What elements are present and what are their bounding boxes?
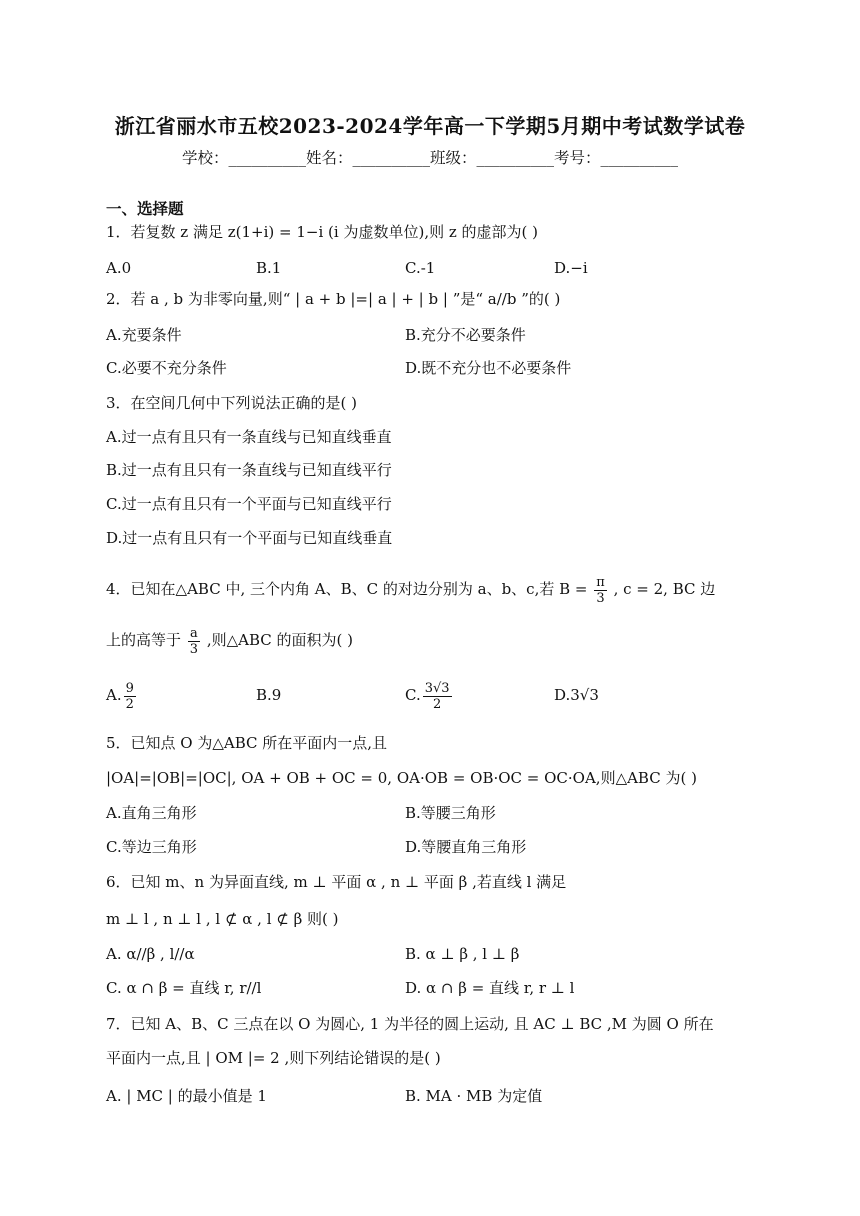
section-heading: 一、选择题 <box>106 199 184 218</box>
root-fraction <box>423 681 452 712</box>
option-label: A. <box>106 686 122 704</box>
q6-option-d: D. α ∩ β = 直线 r, r ⊥ l <box>405 979 575 997</box>
option-label: C. <box>405 686 421 704</box>
q4-option-a <box>106 678 138 712</box>
q6-option-a: A. α//β , l//α <box>106 945 195 963</box>
a-over-3-fraction <box>188 626 200 657</box>
question-4-stem-line2 <box>106 623 353 657</box>
q1-option-a: A.0 <box>106 259 132 277</box>
q3-option-b: B.过一点有且只有一条直线与已知直线平行 <box>106 461 392 479</box>
q6-option-b: B. α ⊥ β , l ⊥ β <box>405 945 520 963</box>
q3-option-c: C.过一点有且只有一个平面与已知直线平行 <box>106 495 392 513</box>
q5-option-c: C.等边三角形 <box>106 838 197 856</box>
q2-option-a: A.充要条件 <box>106 326 182 344</box>
exam-title: 浙江省丽水市五校2023-2024学年高一下学期5月期中考试数学试卷 <box>114 114 746 138</box>
nine-halves-fraction <box>124 681 136 712</box>
question-6-condition: m ⊥ l , n ⊥ l , l ⊄ α , l ⊄ β 则( ) <box>106 910 339 928</box>
question-7-stem-line2: 平面内一点,且 | OM |= 2 ,则下列结论错误的是( ) <box>106 1049 441 1067</box>
question-2-stem: 2．若 a , b 为非零向量,则“ | a + b |=| a | + | b | ”是“ a//b ”的( ) <box>106 290 561 308</box>
question-3-stem: 3．在空间几何中下列说法正确的是( ) <box>106 394 358 412</box>
fraction-numerator: a <box>188 626 200 642</box>
question-5-stem: 5．已知点 O 为△ABC 所在平面内一点,且 <box>106 734 388 752</box>
q1-option-c: C.-1 <box>405 259 436 277</box>
q3-option-d: D.过一点有且只有一个平面与已知直线垂直 <box>106 529 393 547</box>
question-4-stem <box>106 572 715 606</box>
fraction-denominator: 2 <box>125 696 134 712</box>
q4-line2-pre: 上的高等于 <box>106 631 182 649</box>
q7-option-a: A. | MC | 的最小值是 1 <box>106 1087 267 1105</box>
fraction-numerator: 9 <box>125 680 134 696</box>
q4-stem-post: , c = 2, BC 边 <box>613 580 716 598</box>
fraction-denominator: 3 <box>189 641 199 657</box>
q4-stem-pre: 4．已知在△ABC 中, 三个内角 A、B、C 的对边分别为 a、b、c,若 B = <box>106 580 588 598</box>
q5-option-a: A.直角三角形 <box>106 804 197 822</box>
q4-option-b: B.9 <box>256 686 282 704</box>
pi-over-3-fraction <box>594 575 607 606</box>
fraction-numerator: 3√3 <box>424 680 450 696</box>
question-5-condition: |OA|=|OB|=|OC|, OA + OB + OC = 0, OA·OB = OB·OC = OC·OA,则△ABC 为( ) <box>106 769 697 787</box>
q1-option-b: B.1 <box>256 259 282 277</box>
q4-line2-post: ,则△ABC 的面积为( ) <box>206 631 354 649</box>
q3-option-a: A.过一点有且只有一条直线与已知直线垂直 <box>106 428 392 446</box>
fraction-denominator: 3 <box>596 590 605 606</box>
q4-option-d: D.3√3 <box>554 686 599 704</box>
question-1-stem: 1．若复数 z 满足 z(1+i) = 1−i (i 为虚数单位),则 z 的虚部为( ) <box>106 223 538 241</box>
question-7-stem: 7．已知 A、B、C 三点在以 O 为圆心, 1 为半径的圆上运动, 且 AC ⊥ BC ,M 为圆 O 所在 <box>106 1015 714 1033</box>
fraction-denominator: 2 <box>432 696 442 712</box>
student-info-line: 学校：__________姓名：__________班级：__________考号：__________ <box>181 149 678 167</box>
q7-option-b: B. MA · MB 为定值 <box>405 1087 543 1105</box>
q2-option-c: C.必要不充分条件 <box>106 359 227 377</box>
q1-option-d: D.−i <box>554 259 588 277</box>
q6-option-c: C. α ∩ β = 直线 r, r//l <box>106 979 262 997</box>
question-6-stem: 6．已知 m、n 为异面直线, m ⊥ 平面 α , n ⊥ 平面 β ,若直线 l 满足 <box>106 873 567 891</box>
q2-option-b: B.充分不必要条件 <box>405 326 526 344</box>
fraction-numerator: π <box>596 574 605 590</box>
q5-option-d: D.等腰直角三角形 <box>405 838 527 856</box>
q5-option-b: B.等腰三角形 <box>405 804 496 822</box>
q4-option-c <box>405 678 454 712</box>
q2-option-d: D.既不充分也不必要条件 <box>405 359 572 377</box>
